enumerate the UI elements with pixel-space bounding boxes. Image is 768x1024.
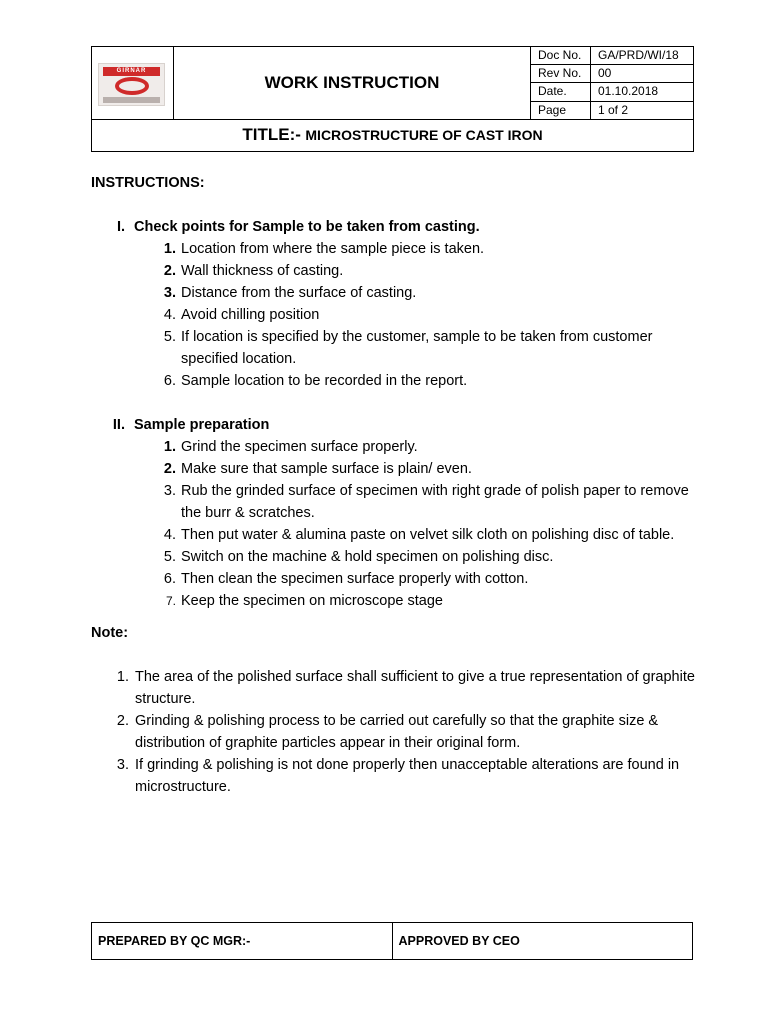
page-label: Page xyxy=(531,101,591,119)
item-number: 6. xyxy=(163,571,176,587)
item-text: Sample location to be recorded in the report. xyxy=(181,373,468,389)
item-number: 7. xyxy=(165,594,176,608)
document-body xyxy=(91,172,701,798)
item-text: Rub the grinded surface of specimen with right grade of polish paper to remove the burr & scratches. xyxy=(181,483,689,521)
item-text: Distance from the surface of casting. xyxy=(181,285,417,301)
date-label: Date. xyxy=(531,83,591,101)
note-number: 1. xyxy=(116,669,129,685)
item-text: Avoid chilling position xyxy=(181,307,320,323)
item-number: 1. xyxy=(163,439,176,455)
note-heading: Note: xyxy=(91,625,129,641)
list-item xyxy=(91,568,701,590)
note-item xyxy=(91,666,701,710)
list-item xyxy=(91,370,701,392)
item-text: Make sure that sample surface is plain/ even. xyxy=(181,461,472,477)
logo-cell xyxy=(92,47,174,120)
list-item xyxy=(91,238,701,260)
item-text: Then clean the specimen surface properly with cotton. xyxy=(181,571,529,587)
item-text: Wall thickness of casting. xyxy=(181,263,344,279)
date-value: 01.10.2018 xyxy=(591,83,694,101)
note-item xyxy=(91,710,701,754)
item-number: 3. xyxy=(163,483,176,499)
section-numeral: I. xyxy=(116,219,125,235)
list-item xyxy=(91,260,701,282)
note-number: 2. xyxy=(116,713,129,729)
item-number: 4. xyxy=(163,527,176,543)
rev-no-label: Rev No. xyxy=(531,65,591,83)
doc-type-title: WORK INSTRUCTION xyxy=(174,47,531,120)
list-item xyxy=(91,326,701,370)
section-heading xyxy=(101,414,701,436)
note-text: Grinding & polishing process to be carried out carefully so that the graphite size & distribution of graphite particles appear in their original form. xyxy=(135,713,659,751)
list-item xyxy=(91,458,701,480)
logo-tagline xyxy=(103,97,160,103)
note-number: 3. xyxy=(116,757,129,773)
list-item xyxy=(91,546,701,568)
doc-no-value: GA/PRD/WI/18 xyxy=(591,47,694,65)
title-row xyxy=(92,119,694,151)
item-text: Switch on the machine & hold specimen on polishing disc. xyxy=(181,549,554,565)
rev-no-value: 00 xyxy=(591,65,694,83)
item-number: 5. xyxy=(163,329,176,345)
section-title: Check points for Sample to be taken from casting. xyxy=(134,219,480,235)
item-number: 4. xyxy=(163,307,176,323)
document-header xyxy=(91,46,694,152)
item-number: 2. xyxy=(163,461,176,477)
list-item xyxy=(91,590,701,612)
approved-by-field: APPROVED BY CEO xyxy=(392,923,693,960)
list-item xyxy=(91,480,701,524)
list-item xyxy=(91,282,701,304)
prepared-by-field: PREPARED BY QC MGR:- xyxy=(92,923,393,960)
item-number: 6. xyxy=(163,373,176,389)
section-title: Sample preparation xyxy=(134,417,270,433)
item-number: 2. xyxy=(163,263,176,279)
note-text: The area of the polished surface shall sufficient to give a true representation of graphite structure. xyxy=(135,669,695,707)
company-logo xyxy=(98,63,165,106)
page-value: 1 of 2 xyxy=(591,101,694,119)
list-item xyxy=(91,436,701,458)
section-heading xyxy=(101,216,701,238)
item-text: Then put water & alumina paste on velvet silk cloth on polishing disc of table. xyxy=(181,527,675,543)
item-text: Grind the specimen surface properly. xyxy=(181,439,418,455)
signature-footer xyxy=(91,922,693,960)
logo-brand-text: GIRNAR xyxy=(103,67,160,76)
item-text: If location is specified by the customer, sample to be taken from customer specified location. xyxy=(181,329,653,367)
list-item xyxy=(91,524,701,546)
doc-no-label: Doc No. xyxy=(531,47,591,65)
list-item xyxy=(91,304,701,326)
document-title: MICROSTRUCTURE OF CAST IRON xyxy=(305,127,543,144)
title-label: TITLE:- xyxy=(242,125,301,145)
section-numeral: II. xyxy=(112,417,125,433)
logo-ring-icon xyxy=(115,77,149,95)
item-number: 3. xyxy=(163,285,176,301)
note-item xyxy=(91,754,701,798)
item-number: 5. xyxy=(163,549,176,565)
instructions-heading: INSTRUCTIONS: xyxy=(91,175,205,191)
item-text: Location from where the sample piece is taken. xyxy=(181,241,485,257)
item-text: Keep the specimen on microscope stage xyxy=(181,593,443,609)
item-number: 1. xyxy=(163,241,176,257)
note-text: If grinding & polishing is not done properly then unacceptable alterations are found in microstructure. xyxy=(135,757,680,795)
